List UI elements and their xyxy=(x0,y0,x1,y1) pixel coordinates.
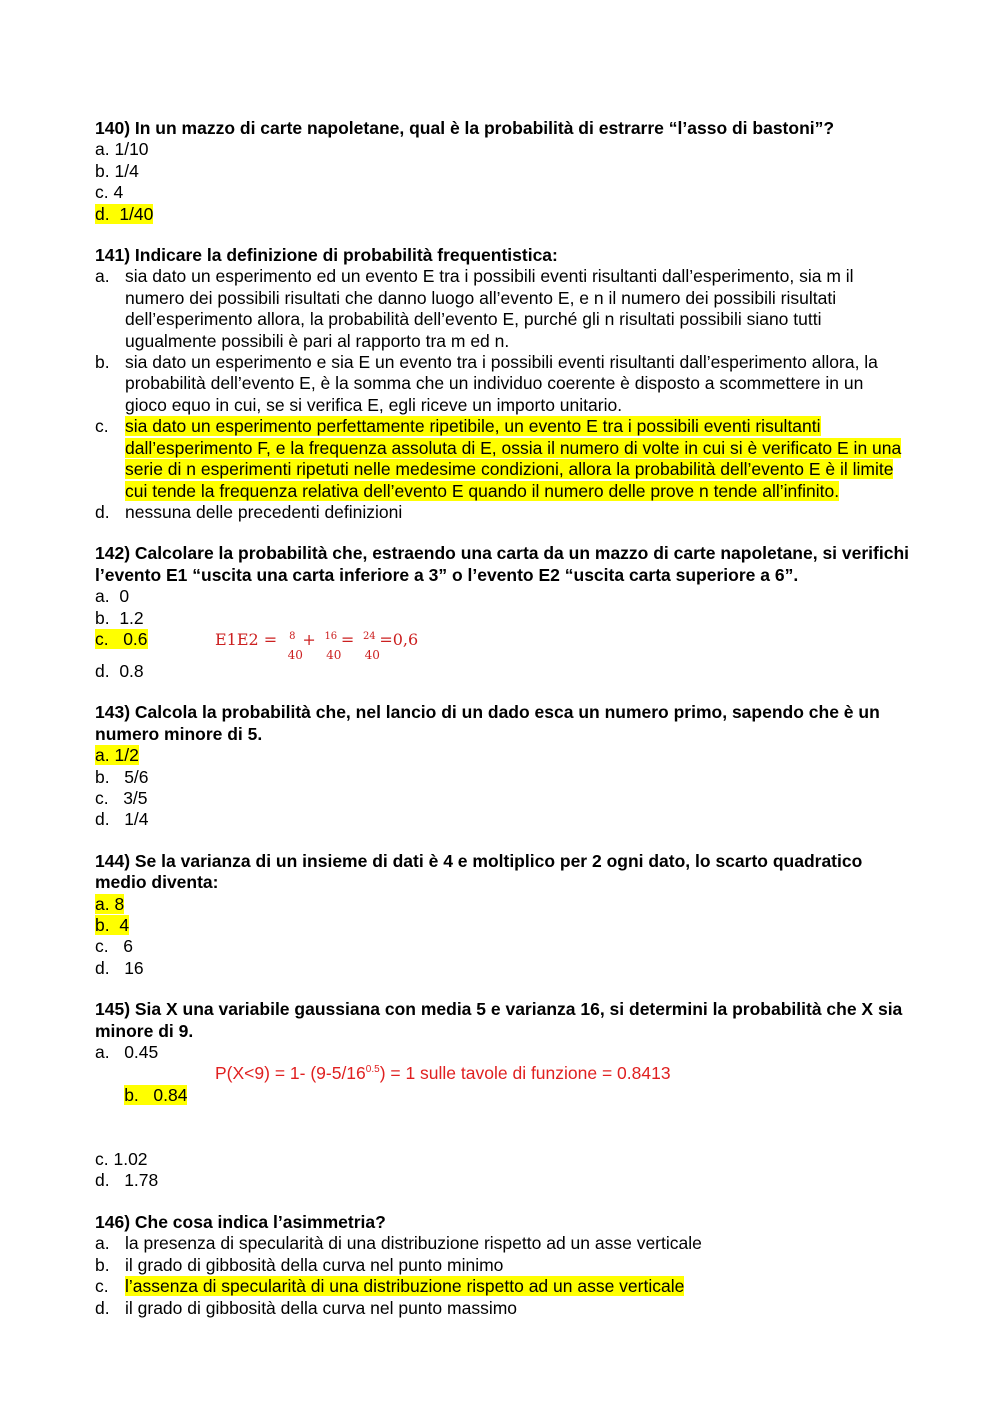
question-145 xyxy=(95,999,910,1192)
document-page xyxy=(95,118,910,1339)
option-b: b. 1.2 xyxy=(95,607,144,628)
solution-formula: P(X<9) = 1- $(9-5/16^{0.5}) = 1$ sulle tavole di funzione = 0.8413 xyxy=(215,1063,671,1084)
option-c-correct: c. l’assenza di specularità di una distribuzione rispetto ad un asse verticale xyxy=(95,1276,685,1297)
option-a: a. la presenza di specularità di una distribuzione rispetto ad un asse verticale xyxy=(95,1233,702,1254)
option-a: a. 8 xyxy=(95,893,125,914)
option-c-correct: c. 0.6 E1E2 = $^8$ 40 + $^{16}$ 40 = $^{24}$ 40 =0,6 xyxy=(95,628,419,662)
option-b: b. il grado di gibbosità della curva nel punto minimo xyxy=(95,1254,504,1275)
question-title: 145) Sia X una variabile gaussiana con media 5 e varianza 16, si determini la probabilità che X sia minore di 9. xyxy=(95,999,903,1041)
option-b: b. sia dato un esperimento e sia E un evento tra i possibili eventi risultanti dall’esperimento allora, la probabilità dell’evento E, è la somma che un individuo coerente è disposto a scommettere in un gioco equo in cui, se si verifica E, egli riceve un importo unitario. xyxy=(95,352,878,415)
option-d: d. 1.78 xyxy=(95,1170,159,1191)
option-b: b. 5/6 xyxy=(95,766,149,787)
question-title: 143) Calcola la probabilità che, nel lancio di un dado esca un numero primo, sapendo che è un numero minore di 5. xyxy=(95,702,880,744)
option-b-correct: b. 0.84 P(X<9) = 1- $(9-5/16^{0.5}) = 1$ sulle tavole di funzione = 0.8413 xyxy=(124,1063,671,1105)
option-d-correct: d. 1/40 xyxy=(95,203,154,224)
option-c: c. 1.02 xyxy=(95,1149,148,1170)
option-c-correct: c. sia dato un esperimento perfettamente ripetibile, un evento E tra i possibili eventi risultanti dall’esperimento F, e la frequenza assoluta di E, ossia il numero di volte in cui si è verificato E in una serie di n esperimenti ripetuti nelle medesime condizioni, allora la probabilità dell’evento E è il limite cui tende la frequenza relativa dell’evento E quando il numero delle prove n tende all’infinito. xyxy=(95,416,902,501)
question-title: 146) Che cosa indica l’asimmetria? xyxy=(95,1211,386,1232)
question-140 xyxy=(95,118,910,225)
option-d: d. 1/4 xyxy=(95,809,149,830)
question-143 xyxy=(95,702,910,830)
option-b: b. 4 xyxy=(95,915,130,935)
question-title: 144) Se la varianza di un insieme di dati è 4 e moltiplico per 2 ogni dato, lo scarto quadratico medio diventa: xyxy=(95,850,863,893)
question-144 xyxy=(95,851,910,979)
option-a: a. 1/10 xyxy=(95,139,149,160)
question-title: 142) Calcolare la probabilità che, estraendo una carta da un mazzo di carte napoletane, si verifichi l’evento E1 “uscita una carta inferiore a 3” o l’evento E2 “uscita carta superiore a 6”. xyxy=(95,543,910,585)
question-146 xyxy=(95,1212,910,1319)
question-141 xyxy=(95,245,910,523)
option-a: a. 0.45 xyxy=(95,1042,159,1063)
option-d: d. 16 xyxy=(95,957,144,978)
option-d: d. 0.8 xyxy=(95,660,144,681)
option-a-correct: a. 1/2 xyxy=(95,745,139,766)
option-d: d. il grado di gibbosità della curva nel punto massimo xyxy=(95,1297,518,1318)
question-title: 140) In un mazzo di carte napoletane, qual è la probabilità di estrarre “l’asso di bastoni”? xyxy=(95,118,835,138)
option-a: a. 0 xyxy=(95,586,130,607)
question-142 xyxy=(95,543,910,682)
option-c: c. 3/5 xyxy=(95,787,148,808)
option-a: a. sia dato un esperimento ed un evento E tra i possibili eventi risultanti dall’esperimento, sia m il numero dei possibili risultati che danno luogo all’evento E, e n il numero dei possibili risultati dell’esperimento allora, la probabilità dell’evento E, purché gli n risultati possibili siano tutti ugualmente possibili è pari al rapporto tra m ed n. xyxy=(95,266,854,351)
option-b: b. 1/4 xyxy=(95,160,139,181)
solution-formula: E1E2 = $^8$ 40 + $^{16}$ 40 = $^{24}$ 40 =0,6 xyxy=(215,629,419,662)
option-d: d. nessuna delle precedenti definizioni xyxy=(95,501,403,522)
option-c: c. 6 xyxy=(95,936,133,957)
question-title: 141) Indicare la definizione di probabilità frequentistica: xyxy=(95,245,558,266)
option-c: c. 4 xyxy=(95,182,124,203)
